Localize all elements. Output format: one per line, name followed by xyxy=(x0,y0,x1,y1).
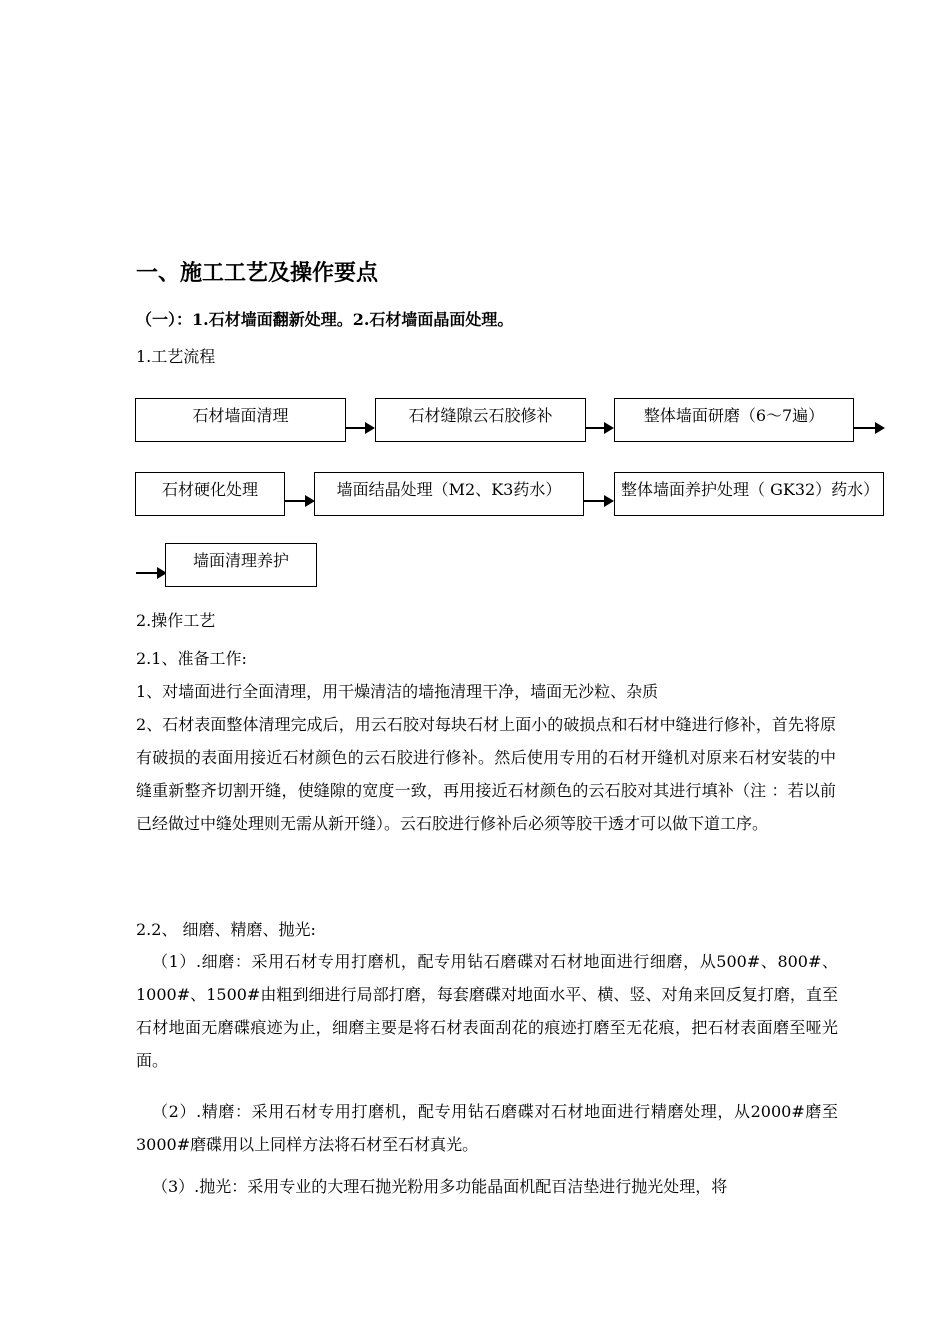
section-2-2-title: 2.2、 细磨、精磨、抛光: xyxy=(136,920,316,939)
section-2-1-title: 2.1、准备工作: xyxy=(136,649,247,668)
paragraph: （1）.细磨：采用石材专用打磨机，配专用钻石磨碟对石材地面进行细磨，从500#、800#、1000#、1500#由粗到细进行局部打磨，每套磨碟对地面水平、横、竖、对角来回反复打磨，直至石材地面无磨碟痕迹为止，细磨主要是将石材表面刮花的痕迹打磨至无花痕，把石材表面磨至哑光面。 xyxy=(136,952,838,1070)
flow-arrow xyxy=(285,500,313,502)
flow-arrow xyxy=(584,500,612,502)
paragraph: （3）.抛光：采用专业的大理石抛光粉用多功能晶面机配百洁垫进行抛光处理，将 xyxy=(152,1177,728,1196)
flow-step-2: 石材缝隙云石胶修补 xyxy=(375,398,586,442)
flow-step-7: 墙面清理养护 xyxy=(165,543,317,587)
flow-step-5: 墙面结晶处理（M2、K3药水） xyxy=(314,472,584,516)
paragraph: （2）.精磨：采用石材专用打磨机，配专用钻石磨碟对石材地面进行精磨处理，从2000#磨至3000#磨碟用以上同样方法将石材至石材真光。 xyxy=(136,1102,838,1154)
paragraph: 1、对墙面进行全面清理，用干燥清洁的墙拖清理干净，墙面无沙粒、杂质 xyxy=(136,682,659,701)
flow-arrow xyxy=(346,427,373,429)
page-title: 一、施工工艺及操作要点 xyxy=(136,261,379,286)
flow-arrow xyxy=(854,427,883,429)
flow-arrow xyxy=(136,572,165,574)
flow-step-4: 石材硬化处理 xyxy=(135,472,285,516)
flow-arrow xyxy=(586,427,612,429)
flow-step-3: 整体墙面研磨（6～7遍） xyxy=(614,398,854,442)
section-2-title: 2.操作工艺 xyxy=(136,611,216,630)
flow-step-1: 石材墙面清理 xyxy=(135,398,346,442)
subheading: （一）：1.石材墙面翻新处理。2.石材墙面晶面处理。 xyxy=(136,310,514,329)
section-1-title: 1.工艺流程 xyxy=(136,347,216,366)
paragraph: 2、石材表面整体清理完成后，用云石胶对每块石材上面小的破损点和石材中缝进行修补，首先将原有破损的表面用接近石材颜色的云石胶进行修补。然后使用专用的石材开缝机对原来石材安装的中缝重新整齐切割开缝，使缝隙的宽度一致，再用接近石材颜色的云石胶对其进行填补（注 ：若以前已经做过中缝处理则无需从新开缝）。云石胶进行修补后必须等胶干透才可以做下道工序。 xyxy=(136,715,836,833)
flow-step-6: 整体墙面养护处理（ GK32）药水） xyxy=(614,472,884,516)
